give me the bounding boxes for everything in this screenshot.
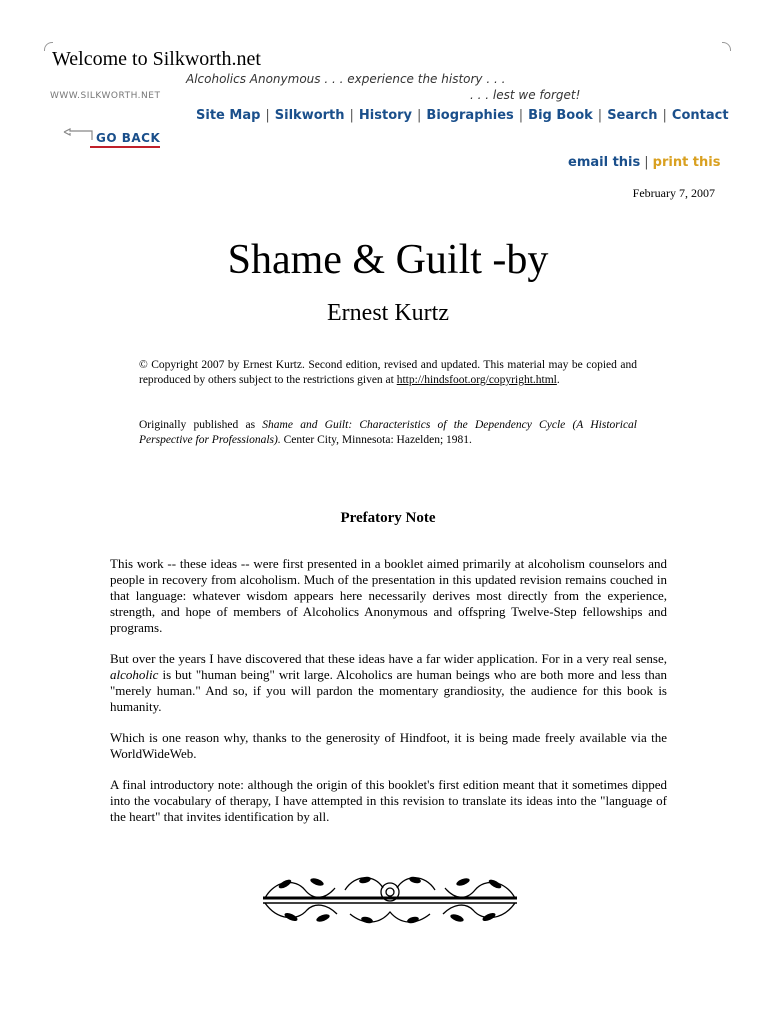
paragraph-2 xyxy=(110,651,667,715)
document-title: Shame & Guilt -by xyxy=(227,237,549,283)
nav-separator: | xyxy=(597,108,603,123)
paragraph-2-emphasis: alcoholic xyxy=(110,667,159,682)
published-suffix: Center City, Minnesota: Hazelden; 1981. xyxy=(283,434,472,446)
tagline-history: Alcoholics Anonymous . . . experience the history . . . xyxy=(186,72,506,86)
paragraph-2-before: But over the years I have discovered that these ideas have a far wider application. For in a very real sense, xyxy=(110,651,667,666)
utility-separator: | xyxy=(644,155,649,170)
print-this-link[interactable]: print this xyxy=(652,155,721,170)
nav-separator: | xyxy=(518,108,524,123)
published-title: Shame and Guilt: Characteristics of the Dependency Cycle (A Historical Perspective for Professionals). xyxy=(139,419,637,446)
nav-big-book[interactable]: Big Book xyxy=(528,108,593,123)
paragraph-3: Which is one reason why, thanks to the generosity of Hindfoot, it is being made freely available via the WorldWideWeb. xyxy=(110,730,667,761)
paragraph-4: A final introductory note: although the origin of this booklet's first edition meant that it sometimes dipped into the vocabulary of therapy, I have attempted in this revision to translate its ideas into the "language of the heart" that invites identification by all. xyxy=(110,777,667,824)
copyright-link[interactable]: http://hindsfoot.org/copyright.html xyxy=(396,374,557,386)
nav-contact[interactable]: Contact xyxy=(671,108,729,123)
copyright-text: © Copyright 2007 by Ernest Kurtz. Second edition, revised and updated. This material may be copied and reproduced by others subject to the restrictions given at xyxy=(139,359,637,386)
copyright-end: . xyxy=(556,374,560,386)
utility-links xyxy=(568,155,720,170)
top-navigation xyxy=(196,108,729,123)
paragraph-2-after: is but "human being" writ large. Alcoholics are human beings who are both more and less than "merely human." And so, if you will pardon the momentary grandiosity, the audience for this book is humanity. xyxy=(110,667,667,714)
paragraph-1: This work -- these ideas -- were first presented in a booklet aimed primarily at alcoholism counselors and people in recovery from alcoholism. Much of the presentation in this updated revision remains couched in that language: whatever wisdom appears here necessarily derives most directly from the experience, strength, and hope of members of Alcoholics Anonymous and offspring Twelve-Step fellowships and programs. xyxy=(110,556,667,635)
nav-site-map[interactable]: Site Map xyxy=(196,108,261,123)
nav-separator: | xyxy=(349,108,354,123)
nav-separator: | xyxy=(265,108,270,123)
corner-flourish-right xyxy=(722,42,731,51)
back-arrow-icon[interactable] xyxy=(62,128,94,142)
nav-history[interactable]: History xyxy=(358,108,413,123)
nav-separator: | xyxy=(662,108,667,123)
publication-notice xyxy=(139,418,637,448)
go-back-link[interactable]: GO BACK xyxy=(96,131,161,145)
nav-silkworth[interactable]: Silkworth xyxy=(274,108,345,123)
tagline-forget: . . . lest we forget! xyxy=(470,88,581,102)
site-title: Welcome to Silkworth.net xyxy=(52,48,261,70)
copyright-notice xyxy=(139,358,637,388)
nav-biographies[interactable]: Biographies xyxy=(426,108,514,123)
nav-search[interactable]: Search xyxy=(607,108,658,123)
publish-date: February 7, 2007 xyxy=(632,186,715,200)
section-heading: Prefatory Note xyxy=(340,510,436,526)
site-url: WWW.SILKWORTH.NET xyxy=(50,91,161,101)
nav-separator: | xyxy=(417,108,422,123)
floral-ornament-icon xyxy=(255,870,525,928)
document-author: Ernest Kurtz xyxy=(327,300,449,326)
go-back-underline xyxy=(90,146,160,148)
email-this-link[interactable]: email this xyxy=(568,155,641,170)
published-prefix: Originally published as xyxy=(139,419,256,431)
